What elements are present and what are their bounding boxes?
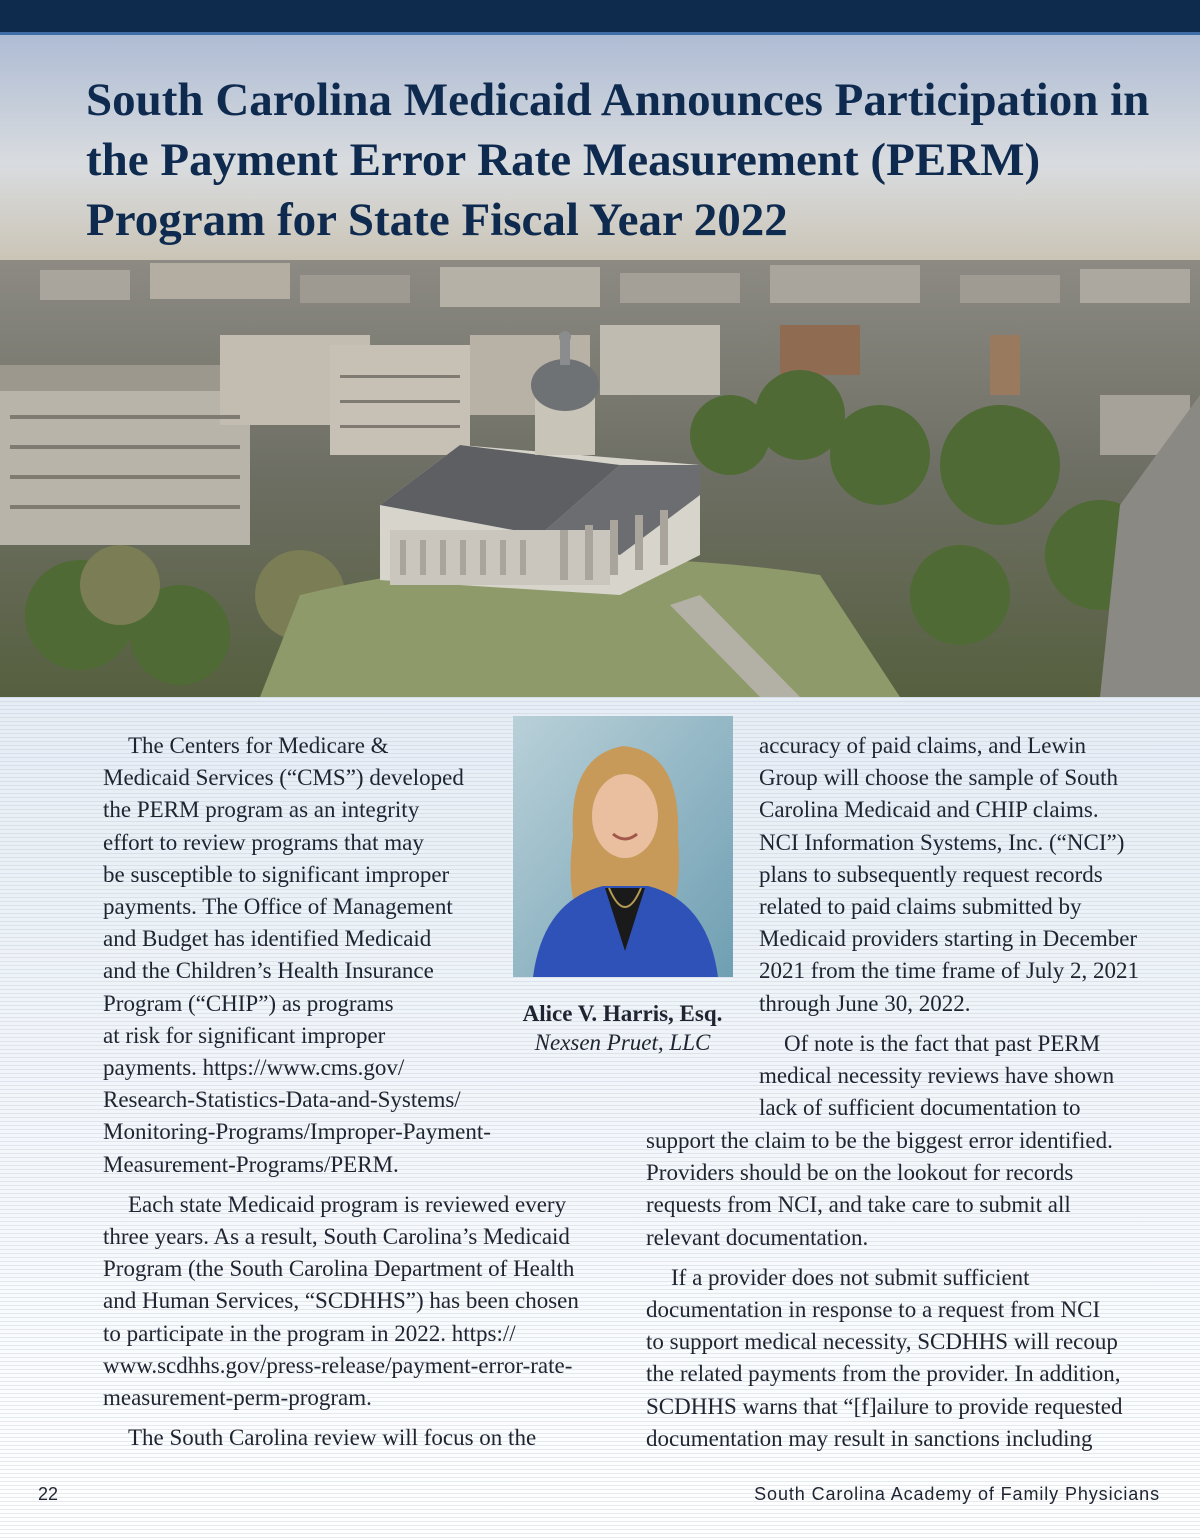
paragraph-claims-sample bbox=[759, 730, 1169, 1020]
page-number: 22 bbox=[38, 1484, 59, 1504]
text-line: and Budget has identified Medicaid bbox=[103, 926, 432, 952]
text-line: Medicaid providers starting in December bbox=[759, 926, 1138, 952]
text-line: Program (the South Carolina Department of Health bbox=[103, 1256, 575, 1282]
text-line: Providers should be on the lookout for records bbox=[646, 1160, 1074, 1186]
text-line: three years. As a result, South Carolina’s Medicaid bbox=[103, 1224, 570, 1250]
text-line: the PERM program as an integrity bbox=[103, 797, 420, 823]
text-line: documentation may result in sanctions including bbox=[646, 1425, 1093, 1451]
paragraph-past-reviews bbox=[759, 1028, 1169, 1125]
text-line: to support medical necessity, SCDHHS will recoup bbox=[646, 1329, 1118, 1355]
text-line: Research-Statistics-Data-and-Systems/ bbox=[103, 1087, 461, 1113]
text-line: Monitoring-Programs/Improper-Payment- bbox=[103, 1119, 491, 1145]
text-line: and Human Services, “SCDHHS”) has been chosen bbox=[103, 1288, 579, 1314]
text-line: to participate in the program in 2022. https:// bbox=[103, 1320, 516, 1346]
text-line: be susceptible to significant improper bbox=[103, 861, 450, 887]
text-line: relevant documentation. bbox=[646, 1224, 869, 1250]
text-line: at risk for significant improper bbox=[103, 1022, 386, 1048]
text-line: requests from NCI, and take care to submit all bbox=[646, 1192, 1071, 1218]
author-name: Alice V. Harris, Esq. bbox=[522, 1001, 723, 1026]
paragraph-state-review bbox=[103, 1189, 623, 1414]
text-line: NCI Information Systems, Inc. (“NCI”) bbox=[759, 829, 1125, 855]
author-organization: Nexsen Pruet, LLC bbox=[534, 1030, 711, 1055]
paragraph-recoupment bbox=[646, 1262, 1176, 1455]
text-line: The South Carolina review will focus on the bbox=[128, 1425, 537, 1451]
text-line: Group will choose the sample of South bbox=[759, 765, 1119, 791]
author-photo bbox=[513, 716, 733, 977]
text-line: documentation in response to a request from NCI bbox=[646, 1297, 1101, 1323]
article-title: South Carolina Medicaid Announces Participation in the Payment Error Rate Measurement (PERM) Program for State Fiscal Year 2022 bbox=[86, 74, 1150, 246]
paragraph-past-reviews-continued bbox=[646, 1125, 1176, 1254]
text-line: Program (“CHIP”) as programs bbox=[103, 990, 394, 1016]
text-line: SCDHHS warns that “[f]ailure to provide requested bbox=[646, 1393, 1123, 1419]
top-banner-bar bbox=[0, 0, 1200, 35]
author-portrait bbox=[513, 716, 733, 977]
paragraph-review-focus bbox=[103, 1422, 623, 1454]
text-line: www.scdhhs.gov/press-release/payment-error-rate- bbox=[103, 1352, 573, 1378]
text-line: through June 30, 2022. bbox=[759, 990, 971, 1016]
text-line: The Centers for Medicare & bbox=[128, 733, 389, 758]
text-line: payments. https://www.cms.gov/ bbox=[103, 1055, 405, 1081]
text-line: medical necessity reviews have shown bbox=[759, 1063, 1115, 1089]
text-line: If a provider does not submit sufficient bbox=[671, 1264, 1030, 1290]
text-line: 2021 from the time frame of July 2, 2021 bbox=[759, 958, 1140, 984]
text-line: Of note is the fact that past PERM bbox=[784, 1030, 1101, 1056]
text-line: accuracy of paid claims, and Lewin bbox=[759, 733, 1086, 758]
text-line: effort to review programs that may bbox=[103, 829, 424, 855]
article-column-right-top bbox=[759, 730, 1169, 1132]
text-line: the related payments from the provider. In addition, bbox=[646, 1361, 1121, 1387]
text-line: Measurement-Programs/PERM. bbox=[103, 1151, 399, 1177]
text-line: support the claim to be the biggest error identified. bbox=[646, 1128, 1113, 1153]
text-line: payments. The Office of Management bbox=[103, 894, 453, 920]
text-line: Medicaid Services (“CMS”) developed bbox=[103, 765, 464, 791]
text-line: related to paid claims submitted by bbox=[759, 894, 1082, 920]
text-line: plans to subsequently request records bbox=[759, 861, 1103, 887]
publication-title: South Carolina Academy of Family Physicians bbox=[754, 1484, 1160, 1504]
text-line: Each state Medicaid program is reviewed every bbox=[128, 1191, 567, 1217]
text-line: lack of sufficient documentation to bbox=[759, 1095, 1081, 1121]
text-line: and the Children’s Health Insurance bbox=[103, 958, 434, 984]
article-column-right-bottom bbox=[646, 1125, 1176, 1463]
text-line: measurement-perm-program. bbox=[103, 1385, 372, 1411]
text-line: Carolina Medicaid and CHIP claims. bbox=[759, 797, 1099, 823]
